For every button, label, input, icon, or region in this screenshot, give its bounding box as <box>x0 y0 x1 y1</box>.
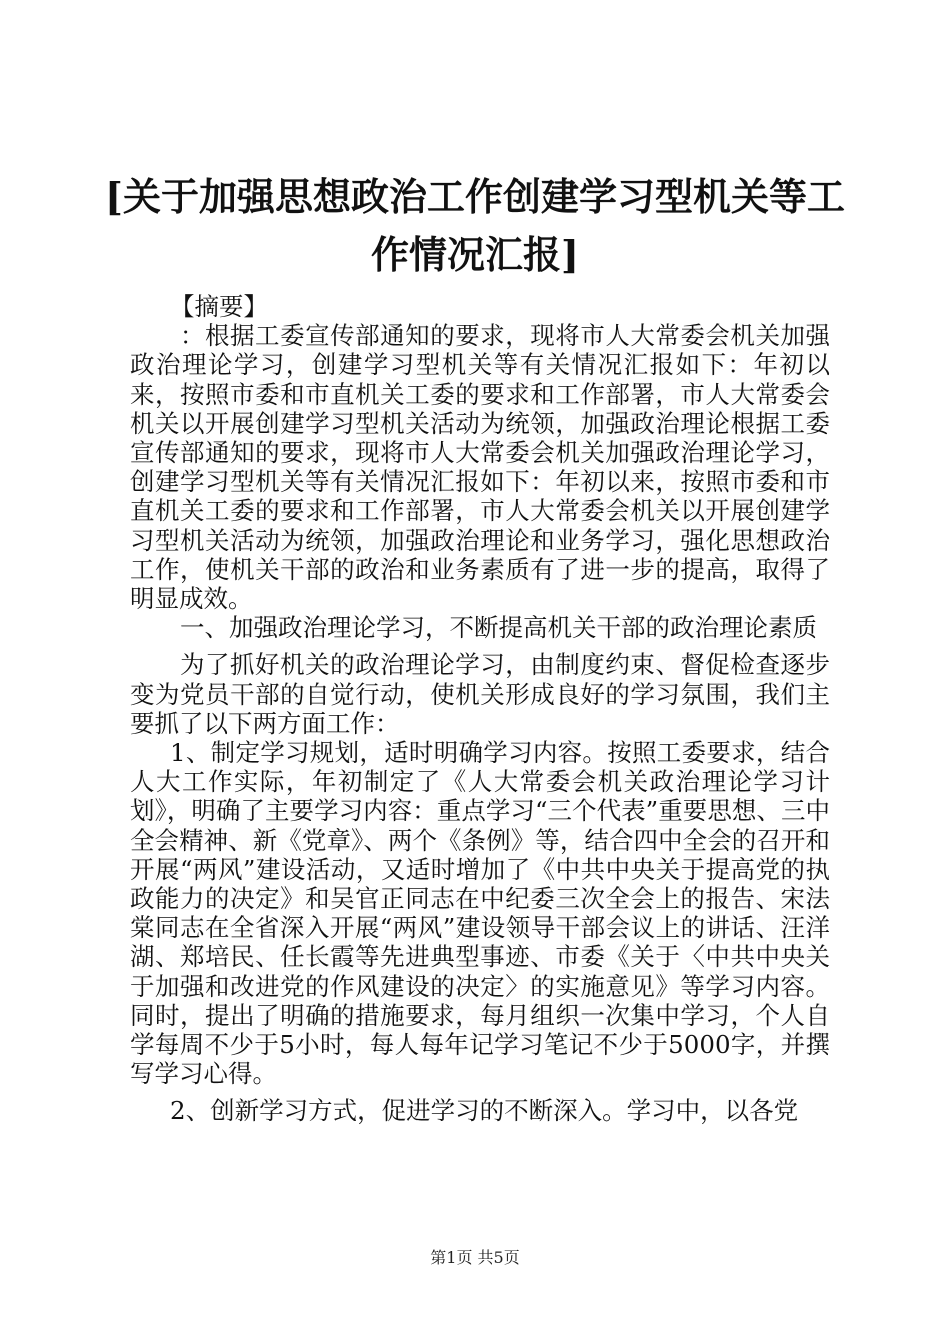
body-paragraph: 2、创新学习方式，促进学习的不断深入。学习中，以各党 <box>170 1096 799 1126</box>
page-number-footer: 第1页 共5页 <box>430 1248 520 1267</box>
body-paragraph: 为了抓好机关的政治理论学习，由制度约束、督促检查逐步变为党员干部的自觉行动，使机关形成良好的学习氛围，我们主要抓了以下两方面工作： <box>130 650 830 738</box>
document-title-line-1: [关于加强思想政治工作创建学习型机关等工 <box>105 174 845 219</box>
body-paragraph: 1、制定学习规划，适时明确学习内容。按照工委要求，结合人大工作实际，年初制定了《人大常委会机关政治理论学习计划》，明确了主要学习内容：重点学习“三个代表”重要思想、三中全会精神、新《党章》、两个《条例》等，结合四中全会的召开和开展“两风”建设活动，又适时增加了《中共中央关于提高党的执政能力的决定》和吴官正同志在中纪委三次全会上的报告、宋法棠同志在全省深入开展“两风”建设领导干部会议上的讲话、汪洋湖、郑培民、任长霞等先进典型事迹、市委《关于〈中共中央关于加强和改进党的作风建设的决定〉的实施意见》等学习内容。同时，提出了明确的措施要求，每月组织一次集中学习，个人自学每周不少于5小时，每人每年记学习笔记不少于5000字，并撰写学习心得。 <box>130 738 830 1089</box>
document-body <box>130 292 830 1126</box>
abstract-label: 【摘要】 <box>170 292 268 321</box>
section-heading: 一、加强政治理论学习，不断提高机关干部的政治理论素质 <box>180 613 817 643</box>
abstract-paragraph: ：根据工委宣传部通知的要求，现将市人大常委会机关加强政治理论学习，创建学习型机关等有关情况汇报如下：年初以来，按照市委和市直机关工委的要求和工作部署，市人大常委会机关以开展创建学习型机关活动为统领，加强政治理论根据工委宣传部通知的要求，现将市人大常委会机关加强政治理论学习，创建学习型机关等有关情况汇报如下：年初以来，按照市委和市直机关工委的要求和工作部署，市人大常委会机关以开展创建学习型机关活动为统领，加强政治理论和业务学习，强化思想政治工作，使机关干部的政治和业务素质有了进一步的提高，取得了明显成效。 <box>130 321 830 614</box>
document-title-line-2: 作情况汇报] <box>371 232 579 277</box>
